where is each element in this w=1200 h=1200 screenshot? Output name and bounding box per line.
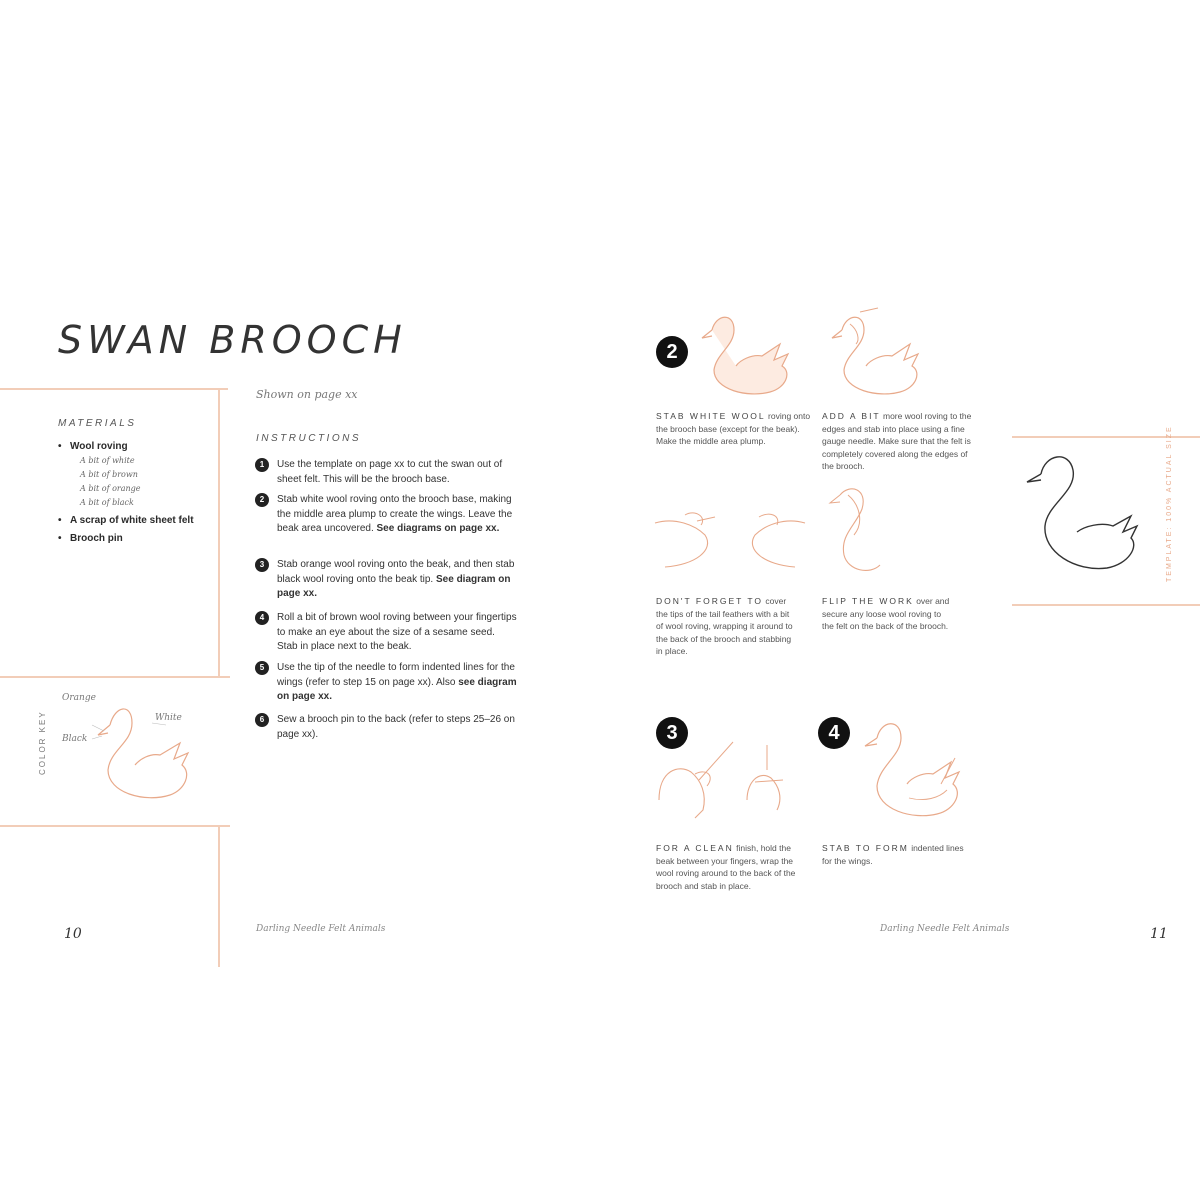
color-key-orange: Orange — [62, 693, 96, 703]
caption-2d: FLIP THE WORK over and secure any loose wool roving to the felt on the back of the brooch. — [822, 596, 950, 631]
step-number: 5 — [255, 661, 269, 675]
diagram-number-4: 4 — [818, 717, 850, 749]
swan-diagram-3 — [655, 740, 805, 830]
instruction-step: 5 Use the tip of the needle to form indented lines for the wings (refer to step 15 on page xx). Also see diagram on page xx. — [255, 661, 517, 705]
footer-left: Darling Needle Felt Animals — [256, 924, 386, 934]
caption-4: STAB TO FORM indented lines for the wings. — [822, 843, 964, 866]
right-bottom-rule — [1012, 604, 1200, 606]
footer-right: Darling Needle Felt Animals — [880, 924, 1010, 934]
page-number-left: 10 — [64, 926, 82, 942]
color-key-white: White — [155, 713, 182, 723]
materials-heading: MATERIALS — [58, 418, 137, 429]
wool-item: A bit of orange — [80, 484, 141, 493]
step-number: 3 — [255, 558, 269, 572]
materials-section — [58, 418, 213, 546]
swan-diagram-2d — [820, 485, 900, 585]
left-low-rule — [0, 825, 230, 827]
material-pin: • Brooch pin — [58, 531, 213, 546]
swan-diagram-2b — [820, 310, 930, 400]
left-vertical-rule — [218, 388, 220, 678]
instruction-step: 4 Roll a bit of brown wool roving between your fingertips to make an eye about the size of a sesame seed. Stab in place next to the beak. — [255, 611, 517, 655]
step-number: 6 — [255, 713, 269, 727]
instruction-step: 6 Sew a brooch pin to the back (refer to steps 25–26 on page xx). — [255, 713, 517, 742]
diagram-number-3: 3 — [656, 717, 688, 749]
step-number: 4 — [255, 611, 269, 625]
caption-2c: DON'T FORGET TO cover the tips of the tail feathers with a bit of wool roving, wrapping it around to the back of the brooch and stabbing in place. — [656, 596, 793, 656]
page-number-right: 11 — [1150, 926, 1168, 942]
step-number: 2 — [255, 493, 269, 507]
swan-diagram-2c — [655, 495, 805, 580]
instruction-step: 2 Stab white wool roving onto the brooch base, making the middle area plump to create the wings. Leave the beak area uncovered. See diagrams on page xx. — [255, 493, 517, 537]
step-number: 1 — [255, 458, 269, 472]
wool-item: A bit of brown — [80, 470, 138, 479]
material-felt: • A scrap of white sheet felt — [58, 513, 213, 528]
left-bottom-vertical-rule — [218, 825, 220, 967]
wool-item: A bit of black — [80, 498, 134, 507]
page-title: SWAN BROOCH — [58, 318, 407, 362]
wool-item: A bit of white — [80, 456, 135, 465]
caption-3: FOR A CLEAN finish, hold the beak between your fingers, wrap the wool roving around to the back of the brooch and stab in place. — [656, 843, 796, 891]
swan-diagram-4 — [855, 712, 975, 827]
material-wool: • Wool roving A bit of white A bit of brown A bit of orange A bit of black — [58, 439, 213, 510]
color-key-label: COLOR KEY — [38, 710, 47, 775]
caption-2a: STAB WHITE WOOL roving onto the brooch base (except for the beak). Make the middle area plump. — [656, 411, 811, 446]
instruction-step: 1 Use the template on page xx to cut the swan out of sheet felt. This will be the brooch base. — [255, 458, 517, 487]
caption-2b: ADD A BIT more wool roving to the edges and stab into place using a fine gauge needle. Make sure that the felt is completely covered along the edges of the brooch. — [822, 411, 972, 471]
left-top-rule — [0, 388, 228, 390]
instructions-heading: INSTRUCTIONS — [256, 433, 361, 444]
diagram-number-2: 2 — [656, 336, 688, 368]
shown-on-note: Shown on page xx — [256, 388, 358, 401]
color-key-black: Black — [62, 734, 88, 744]
template-label: TEMPLATE: 100% ACTUAL SIZE — [1166, 425, 1173, 582]
materials-list — [58, 439, 213, 546]
instruction-step: 3 Stab orange wool roving onto the beak, and then stab black wool roving onto the beak tip. See diagram on page xx. — [255, 558, 517, 602]
left-mid-rule — [0, 676, 230, 678]
swan-template-outline — [1015, 452, 1145, 574]
swan-color-key-illustration — [70, 695, 200, 810]
swan-diagram-2a — [690, 310, 800, 400]
